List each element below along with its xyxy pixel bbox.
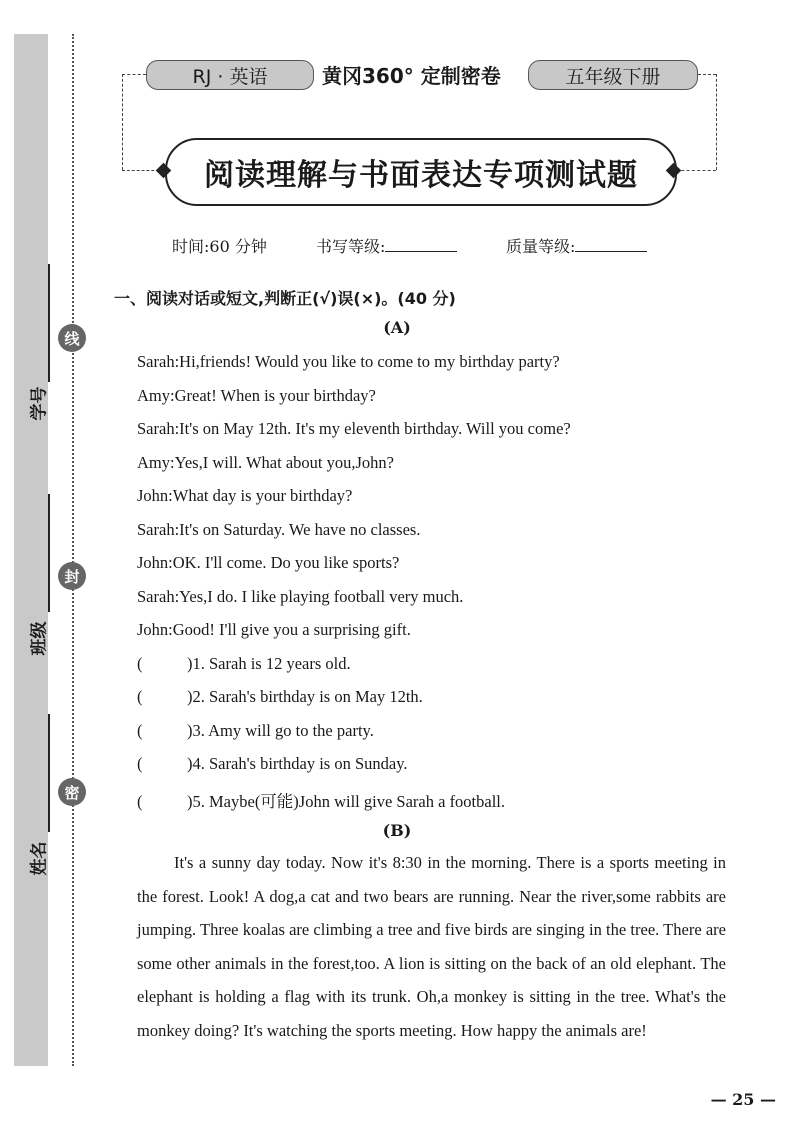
- header-dash-left-v: [122, 74, 123, 170]
- dialogue-line: Sarah:Yes,I do. I like playing football very much.: [137, 587, 464, 606]
- writing-grade-label: 书写等级:: [316, 237, 386, 256]
- question-5: [137, 788, 505, 812]
- dialogue-line: Amy:Yes,I will. What about you,John?: [137, 453, 394, 472]
- quality-grade-blank[interactable]: [575, 236, 647, 252]
- section-heading: 一、阅读对话或短文,判断正(√)误(×)。(40 分): [114, 289, 456, 308]
- answer-blank-3[interactable]: (: [137, 721, 143, 740]
- cut-line: [72, 34, 74, 1066]
- grade-tag: 五年级下册: [528, 60, 698, 90]
- dialogue-line: Sarah:It's on May 12th. It's my eleventh birthday. Will you come?: [137, 419, 571, 438]
- dialogue-line: Sarah:Hi,friends! Would you like to come to my birthday party?: [137, 352, 560, 371]
- dialogue-line: Amy:Great! When is your birthday?: [137, 386, 376, 405]
- passage-text: It's a sunny day today. Now it's 8:30 in the morning. There is a sports meeting in the forest. Look! A dog,a cat and two bears are running. Near the river,some rabbits are jumping. Three koalas are climbing a tree and five birds are singing in the tree. There are some other animals in the forest,too. A lion is sitting on the back of an old elephant. The elephant is holding a flag with its trunk. Oh,a monkey is sitting in the tree. What's the monkey doing? It's watching the sports meeting. How happy the animals are!: [137, 853, 726, 1040]
- seal-mi: 密: [58, 778, 86, 806]
- subject-tag: RJ · 英语: [146, 60, 314, 90]
- class-label: 班级: [29, 621, 50, 656]
- part-b-label: (B): [382, 821, 412, 840]
- page-number: — 25 —: [710, 1090, 776, 1109]
- series-name: 黄冈360° 定制密卷: [322, 64, 501, 88]
- dialogue-line: John:OK. I'll come. Do you like sports?: [137, 553, 400, 572]
- seal-feng: 封: [58, 562, 86, 590]
- quality-grade: [506, 234, 647, 257]
- time-limit: 时间:60 分钟: [172, 237, 267, 256]
- quality-grade-label: 质量等级:: [506, 237, 576, 256]
- header-dash-right: [698, 74, 716, 75]
- name-line: [48, 714, 50, 832]
- dialogue-line: Sarah:It's on Saturday. We have no classes.: [137, 520, 421, 539]
- name-label: 姓名: [29, 841, 50, 876]
- question-3: [137, 721, 374, 741]
- seal-xian: 线: [58, 324, 86, 352]
- answer-blank-5[interactable]: (: [137, 792, 143, 811]
- question-text-3: )3. Amy will go to the party.: [187, 721, 374, 740]
- question-text-5: )5. Maybe(可能)John will give Sarah a football.: [187, 792, 506, 811]
- part-a-label: (A): [383, 318, 411, 337]
- student-id-field: [14, 339, 48, 439]
- header-dash-right-h: [676, 170, 716, 171]
- header-dash-right-v: [716, 74, 717, 170]
- student-id-label: 学号: [29, 386, 50, 421]
- question-2: [137, 687, 423, 707]
- writing-grade: [316, 234, 457, 257]
- question-text-1: )1. Sarah is 12 years old.: [187, 654, 351, 673]
- header-dash-left: [122, 74, 146, 75]
- answer-blank-1[interactable]: (: [137, 654, 143, 673]
- question-text-2: )2. Sarah's birthday is on May 12th.: [187, 687, 423, 706]
- question-1: [137, 654, 351, 674]
- question-4: [137, 754, 408, 774]
- question-text-4: )4. Sarah's birthday is on Sunday.: [187, 754, 408, 773]
- writing-grade-blank[interactable]: [385, 236, 457, 252]
- reading-passage: [137, 846, 726, 1048]
- dialogue-line: John:What day is your birthday?: [137, 486, 353, 505]
- name-field: [14, 794, 48, 894]
- page-title: 阅读理解与书面表达专项测试题: [165, 138, 677, 206]
- answer-blank-4[interactable]: (: [137, 754, 143, 773]
- binding-strip: [14, 34, 48, 1066]
- class-line: [48, 494, 50, 612]
- answer-blank-2[interactable]: (: [137, 687, 143, 706]
- dialogue-line: John:Good! I'll give you a surprising gift.: [137, 620, 411, 639]
- class-field: [14, 574, 48, 674]
